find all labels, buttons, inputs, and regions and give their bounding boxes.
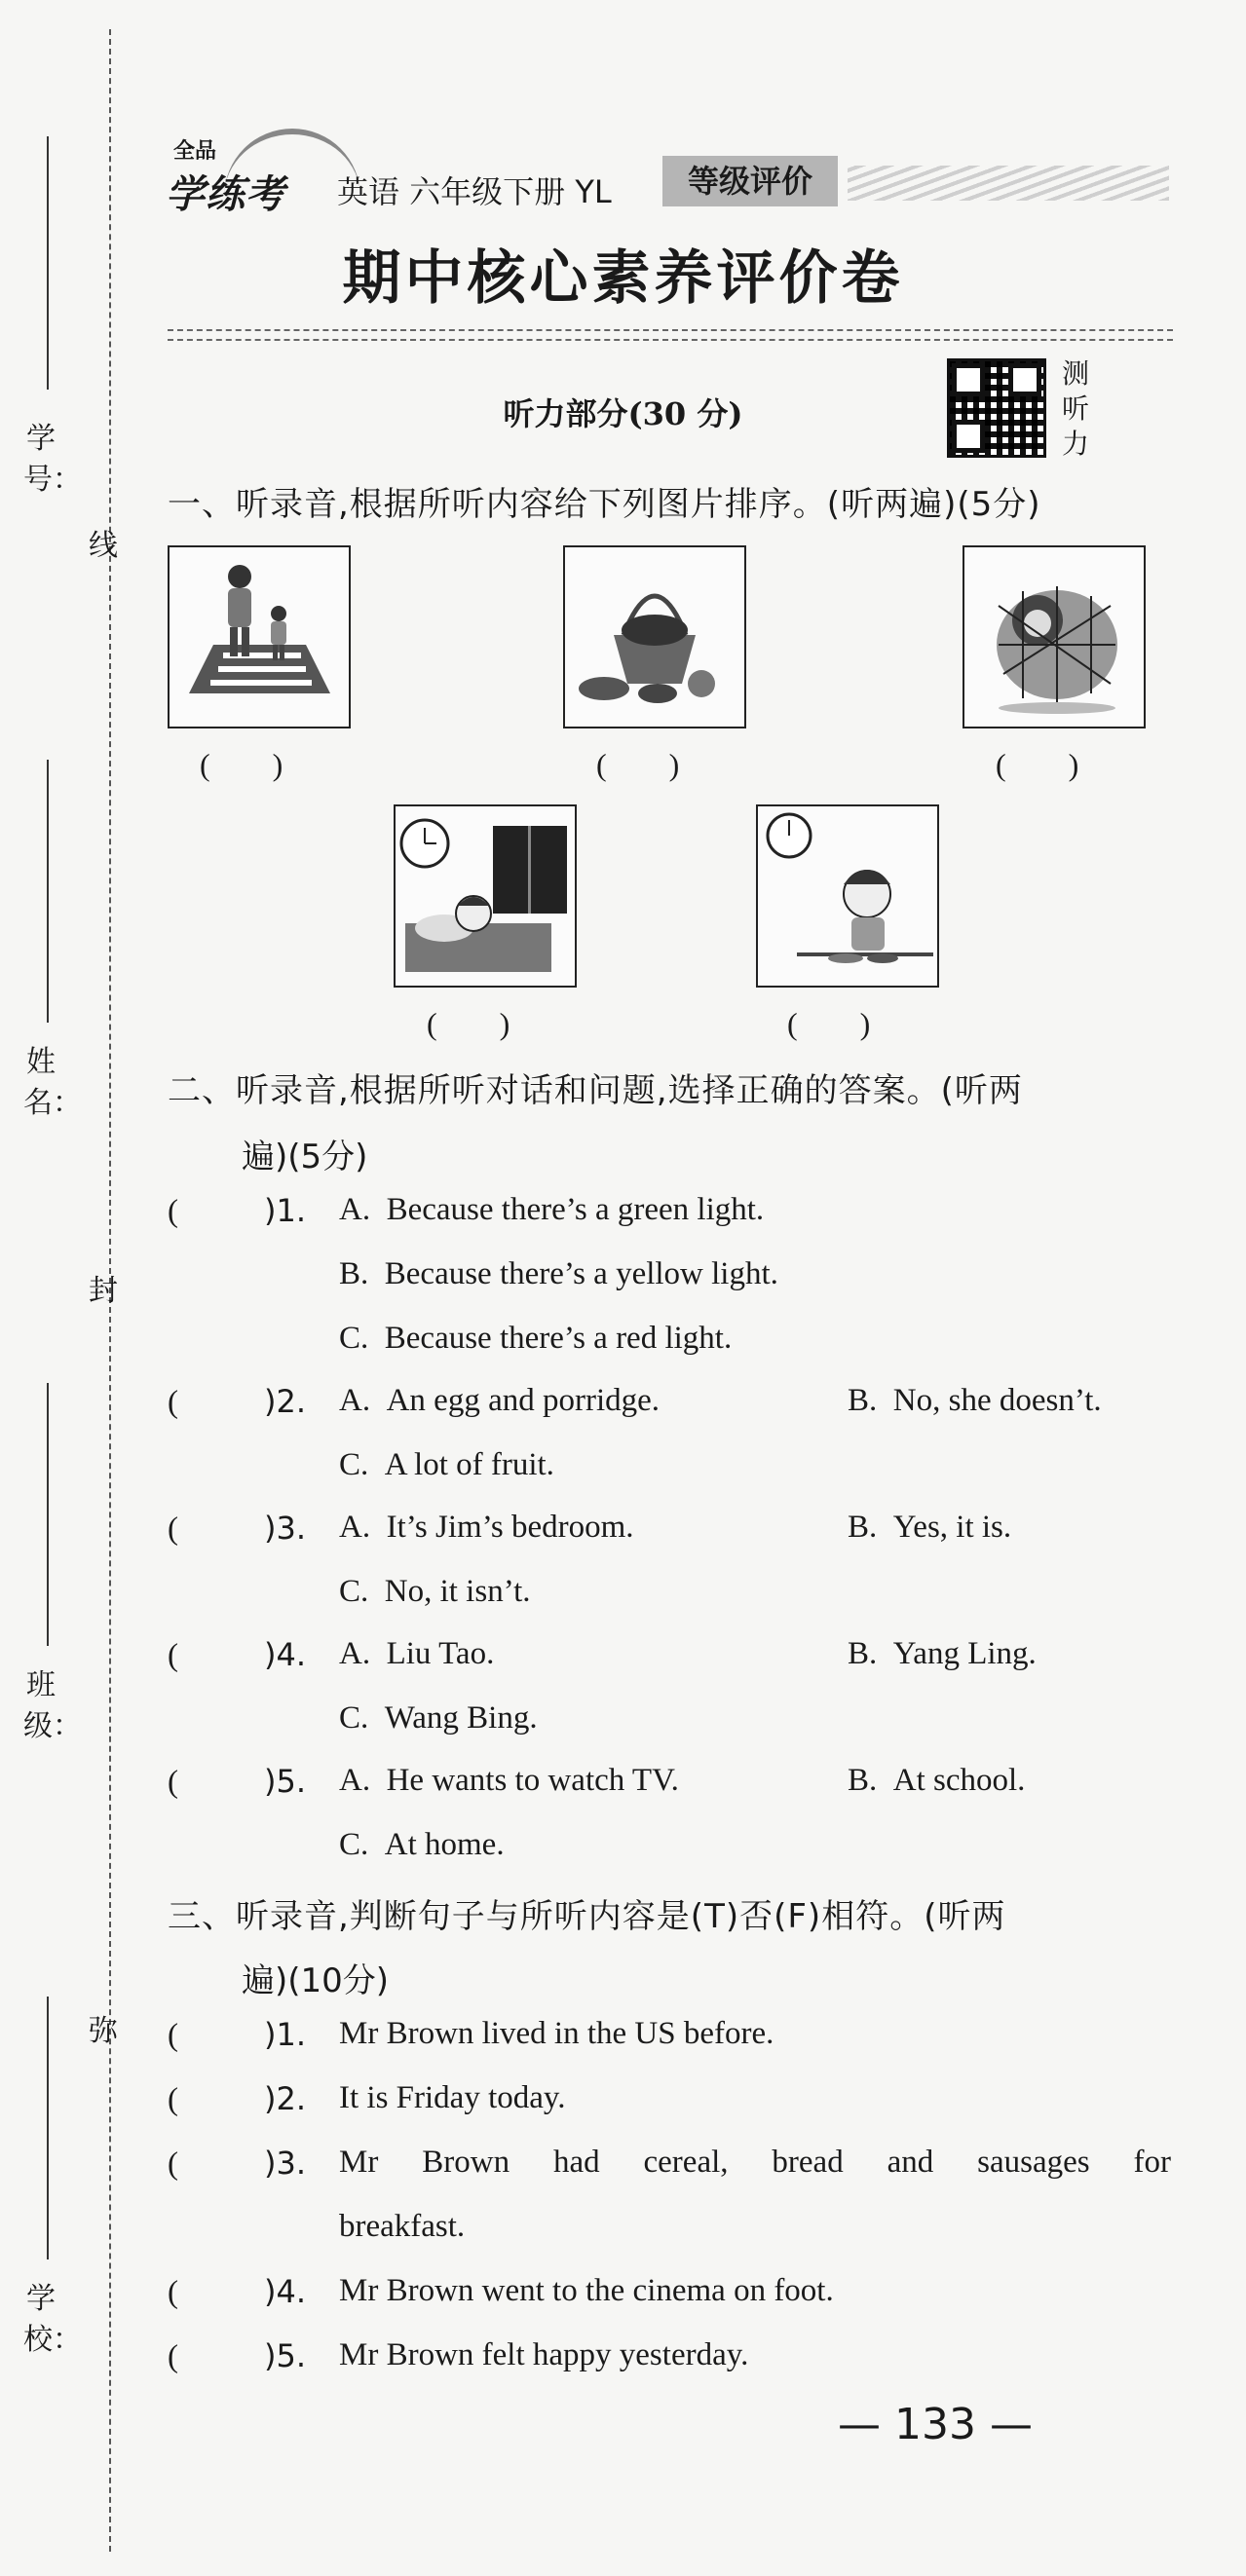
- logo: 全品 学练考: [166, 134, 331, 232]
- student-no-label: 学 号：: [23, 422, 82, 497]
- question-row: ( )3.: [168, 1510, 307, 1547]
- option-c: C. Wang Bing.: [339, 1700, 538, 1736]
- answer-paren[interactable]: (: [168, 1385, 178, 1420]
- option-a: A. He wants to watch TV.: [339, 1763, 679, 1798]
- seal-char-feng: 封: [89, 1274, 118, 1308]
- name-blank: [47, 760, 49, 1023]
- judge-text: It is Friday today.: [339, 2080, 566, 2115]
- option-b: B. Yes, it is.: [848, 1510, 1012, 1545]
- option-b: B. No, she doesn’t.: [848, 1383, 1102, 1418]
- page-title: 期中核心素养评价卷: [342, 244, 904, 313]
- listening-title: 听力部分(30 分): [503, 395, 743, 432]
- option-b: B. Yang Ling.: [848, 1636, 1037, 1671]
- decorative-stripes: [848, 166, 1169, 201]
- judge-text: Mr Brown lived in the US before.: [339, 2016, 774, 2051]
- answer-paren[interactable]: ( ): [427, 1006, 510, 1041]
- option-c: C. At home.: [339, 1827, 505, 1862]
- title-separator: [168, 329, 1173, 341]
- option-a: A. An egg and porridge.: [339, 1383, 661, 1418]
- answer-paren[interactable]: (: [168, 2147, 178, 2182]
- question-row: ( )1.: [168, 1192, 307, 1229]
- answer-paren[interactable]: (: [168, 1765, 178, 1800]
- option-b: B. Because there’s a yellow light.: [339, 1256, 778, 1291]
- section2-title-cont: 遍)(5分): [242, 1138, 368, 1176]
- answer-paren[interactable]: (: [168, 1194, 178, 1229]
- judge-row: ( )3.: [168, 2145, 307, 2182]
- boy-eating-breakfast-picture: [756, 804, 939, 988]
- section3-title-cont: 遍)(10分): [242, 1961, 390, 2000]
- seal-char-mi: 弥: [89, 2014, 118, 2048]
- answer-paren[interactable]: (: [168, 1638, 178, 1673]
- option-c: C. A lot of fruit.: [339, 1447, 554, 1482]
- subject-label: 英语 六年级下册 YL: [337, 173, 612, 210]
- judge-row: ( )4.: [168, 2273, 307, 2310]
- option-c: C. Because there’s a red light.: [339, 1321, 733, 1356]
- judge-text-cont: breakfast.: [339, 2209, 466, 2244]
- answer-paren[interactable]: ( ): [596, 747, 680, 782]
- answer-paren[interactable]: ( ): [787, 1006, 871, 1041]
- judge-row: ( )2.: [168, 2080, 307, 2117]
- option-a: A. Because there’s a green light.: [339, 1192, 765, 1227]
- lion-in-net-picture: [963, 545, 1146, 728]
- answer-paren[interactable]: (: [168, 2339, 178, 2374]
- seal-char-xian: 线: [89, 529, 118, 563]
- section2-title: 二、听录音,根据所听对话和问题,选择正确的答案。(听两: [168, 1071, 1023, 1110]
- judge-text: Mr Brown felt happy yesterday.: [339, 2337, 749, 2372]
- class-label: 班 级：: [23, 1668, 82, 1743]
- zebra-crossing-picture: [168, 545, 351, 728]
- judge-row: ( )5.: [168, 2337, 307, 2374]
- school-blank: [47, 1997, 49, 2259]
- page-number: — 133 —: [838, 2400, 1033, 2449]
- judge-text: Mr Brown went to the cinema on foot.: [339, 2273, 834, 2308]
- school-label: 学 校：: [23, 2282, 82, 2357]
- qr-label: 测 听 力: [1062, 357, 1090, 460]
- answer-paren[interactable]: ( ): [200, 747, 283, 782]
- answer-paren[interactable]: (: [168, 2018, 178, 2053]
- question-row: ( )4.: [168, 1636, 307, 1673]
- option-b: B. At school.: [848, 1763, 1026, 1798]
- answer-paren[interactable]: (: [168, 2082, 178, 2117]
- answer-paren[interactable]: (: [168, 1512, 178, 1547]
- name-label: 姓 名：: [23, 1045, 82, 1120]
- judge-text: Mr Brown had cereal, bread and sausages for: [339, 2145, 1171, 2180]
- qr-code-icon[interactable]: [947, 358, 1046, 458]
- judge-row: ( )1.: [168, 2016, 307, 2053]
- section3-title: 三、听录音,判断句子与所听内容是(T)否(F)相符。(听两: [168, 1897, 1006, 1936]
- answer-paren[interactable]: (: [168, 2275, 178, 2310]
- option-c: C. No, it isn’t.: [339, 1574, 531, 1609]
- boy-sleeping-picture: [394, 804, 577, 988]
- class-blank: [47, 1383, 49, 1646]
- question-row: ( )5.: [168, 1763, 307, 1800]
- level-badge: 等级评价: [662, 156, 838, 206]
- option-a: A. It’s Jim’s bedroom.: [339, 1510, 634, 1545]
- section1-title: 一、听录音,根据所听内容给下列图片排序。(听两遍)(5分): [168, 485, 1041, 524]
- option-a: A. Liu Tao.: [339, 1636, 495, 1671]
- answer-paren[interactable]: ( ): [996, 747, 1079, 782]
- vegetable-basket-picture: [563, 545, 746, 728]
- question-row: ( )2.: [168, 1383, 307, 1420]
